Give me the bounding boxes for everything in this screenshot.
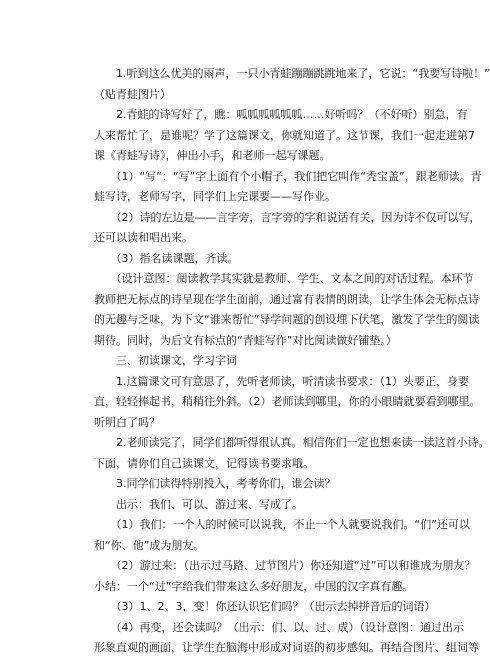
document-body <box>94 64 490 659</box>
text-line: 听明白了吗？ <box>94 415 160 429</box>
text-line: （贴青蛙图片） <box>94 87 171 101</box>
text-line: 2.青蛙的诗写好了，瞧：呱呱呱呱呱呱……好听吗？（不好听）别急，有 <box>94 108 468 121</box>
text-line: 3.同学们读得特别投入，考考你们，谁会读？ <box>94 477 336 490</box>
text-line: 1.这篇课文可有意思了，先听老师读，听清读书要求：（1）头要正，身要 <box>94 374 469 388</box>
text-line: 2.老师读完了，同学们都听得很认真。相信你们一定也想来读一读这首小诗。 <box>94 436 490 449</box>
text-line: 下面，请你们自己读课文，记得读书要求哦。 <box>94 456 314 470</box>
text-line: 蛙写诗，老师写字，同学们上完课要——写作业。 <box>94 190 336 203</box>
text-line: （4）再变，还会读吗？（出示：们、以、过、成）（设计意图：通过出示 <box>94 620 464 634</box>
text-line: （2）诗的左边是——言字旁，言字旁的字和说话有关，因为诗不仅可以写， <box>94 210 481 224</box>
text-line: （3）指名读课题，齐读。 <box>94 251 239 265</box>
text-line: 期待。同时，为后文有标点的“青蛙写作”对比阅读做好铺垫。） <box>94 333 397 347</box>
text-line: 课《青蛙写诗》，伸出小手，和老师一起写课题。 <box>94 149 331 162</box>
text-line: （3）1、2、3，变！你还认识它们吗？（出示去掉拼音后的词语） <box>94 600 436 613</box>
text-line: （1）我们：一个人的时候可以说我，不止一个人就要说我们。“们”还可以 <box>94 518 470 531</box>
text-line: 教师把无标点的诗呈现在学生面前，通过富有表情的朗读，让学生体会无标点诗 <box>94 292 479 306</box>
text-line: 和“你、他”成为朋友。 <box>94 538 205 552</box>
text-line: 三、初读课文，学习字词 <box>94 354 237 367</box>
text-line: （设计意图：阅读教学其实就是教师、学生、文本之间的对话过程。本环节 <box>94 272 474 285</box>
text-line: 人来帮忙了，是谁呢？学了这篇课文，你就知道了。这节课，我们一起走进第7 <box>94 128 475 142</box>
text-line: （1）“写”：“写”字上面有个小帽子，我们把它叫作“秃宝盖”，跟老师读。青 <box>94 169 482 183</box>
text-line: 直，轻轻捧起书，稍稍往外斜。（2）老师读到哪里，你的小眼睛就要看到哪里。 <box>94 395 481 408</box>
text-line: 小结：一个“过”字给我们带来这么多好朋友，中国的汉字真有趣。 <box>94 579 414 593</box>
text-line: 还可以读和唱出来。 <box>94 231 193 244</box>
text-line: （2）游过来：（出示过马路、过节图片）你还知道“过”可以和谁成为朋友？ <box>94 559 476 572</box>
text-line: 出示：我们、可以、游过来、写成了。 <box>94 497 303 511</box>
text-line: 的无趣与乏味，为下文“谁来帮忙”导学问题的创设埋下伏笔，激发了学生的阅读 <box>94 313 480 326</box>
text-line: 1.听到这么优美的雨声，一只小青蛙蹦蹦跳跳地来了，它说：“我要写诗啦！” <box>94 67 490 80</box>
text-line: 形象直观的画面，让学生在脑海中形成对词语的初步感知。再结合图片、组词等 <box>94 641 479 654</box>
